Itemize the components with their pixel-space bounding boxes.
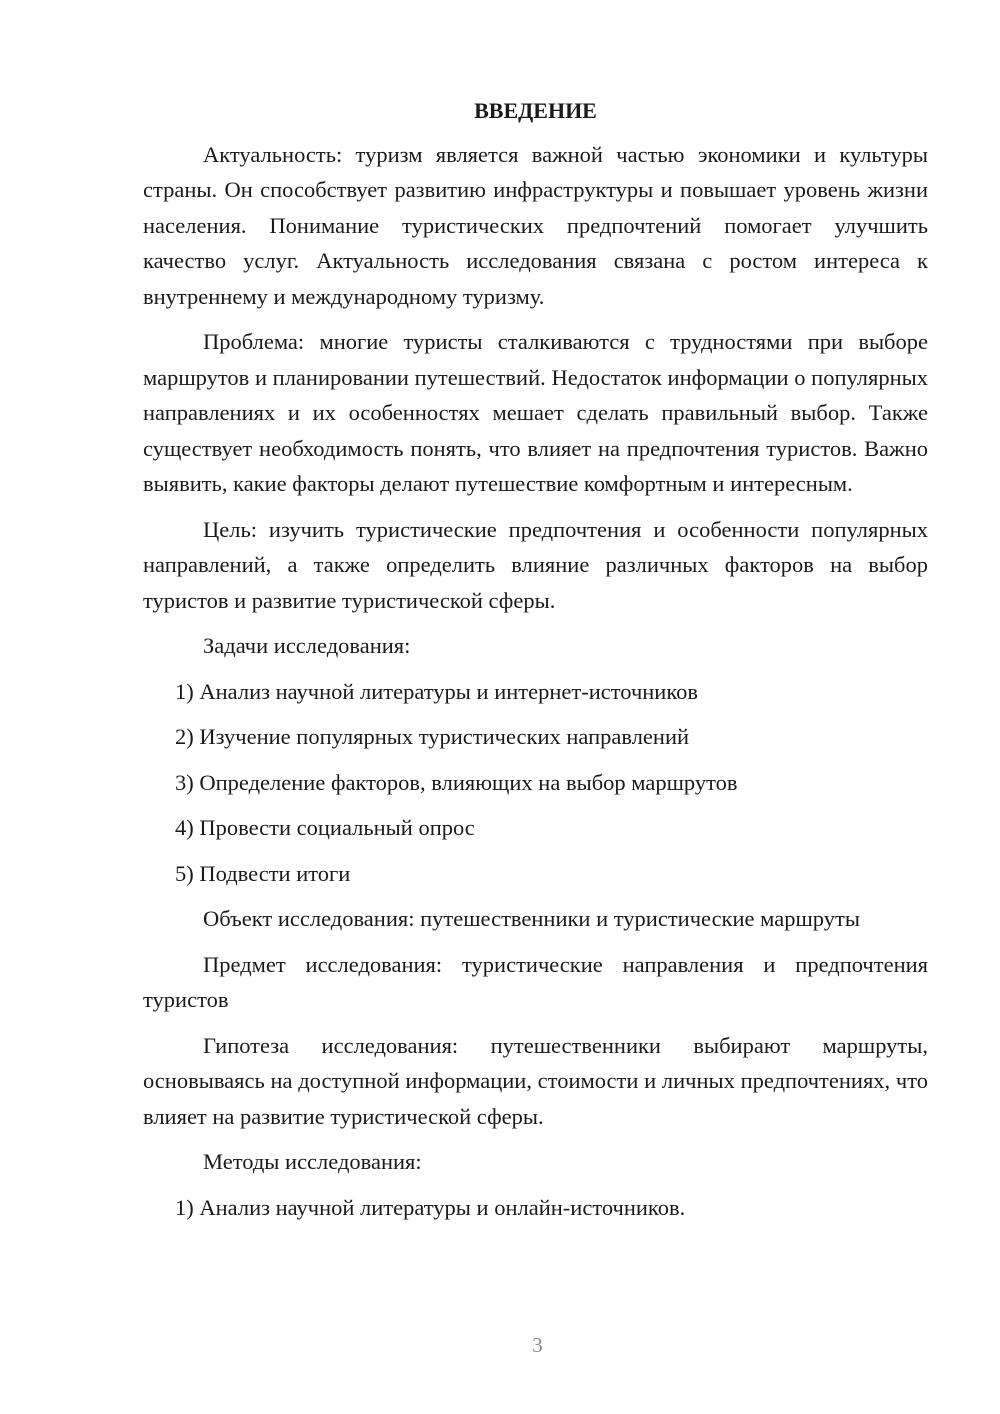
methods-heading: Методы исследования: xyxy=(203,1149,422,1174)
page-number: 3 xyxy=(532,1333,543,1357)
task-item: 4) Провести социальный опрос xyxy=(175,815,475,840)
relevance-paragraph: Актуальность: туризм является важной частью экономики и культуры страны. Он способствует развитию инфраструктуры и повышает уровень жизни населения. Понимание туристических предпочтений помогает улучшить качество услуг. Актуальность исследования связана с ростом интереса к внутреннему и международному туризму. xyxy=(143,141,928,309)
page-title: ВВЕДЕНИЕ xyxy=(474,98,597,123)
task-item: 2) Изучение популярных туристических направлений xyxy=(175,724,690,749)
subject-paragraph: Предмет исследования: туристические направления и предпочтения туристов xyxy=(143,951,928,1012)
tasks-heading: Задачи исследования: xyxy=(203,633,411,658)
task-item: 1) Анализ научной литературы и интернет-источников xyxy=(175,678,699,704)
method-item: 1) Анализ научной литературы и онлайн-источников. xyxy=(175,1194,686,1220)
problem-paragraph: Проблема: многие туристы сталкиваются с трудностями при выборе маршрутов и планировании путешествий. Недостаток информации о популярных направлениях и их особенностях мешает сделать правильный выбор. Также существует необходимость понять, что влияет на предпочтения туристов. Важно выявить, какие факторы делают путешествие комфортным и интересным. xyxy=(143,329,928,496)
task-item: 3) Определение факторов, влияющих на выбор маршрутов xyxy=(175,769,738,795)
page-content xyxy=(143,93,928,1235)
object-paragraph: Объект исследования: путешественники и туристические маршруты xyxy=(203,906,860,931)
hypothesis-paragraph: Гипотеза исследования: путешественники выбирают маршруты, основываясь на доступной информации, стоимости и личных предпочтениях, что влияет на развитие туристической сферы. xyxy=(143,1032,928,1129)
task-item: 5) Подвести итоги xyxy=(175,860,351,886)
goal-paragraph: Цель: изучить туристические предпочтения и особенности популярных направлений, а также определить влияние различных факторов на выбор туристов и развитие туристической сферы. xyxy=(143,516,928,613)
